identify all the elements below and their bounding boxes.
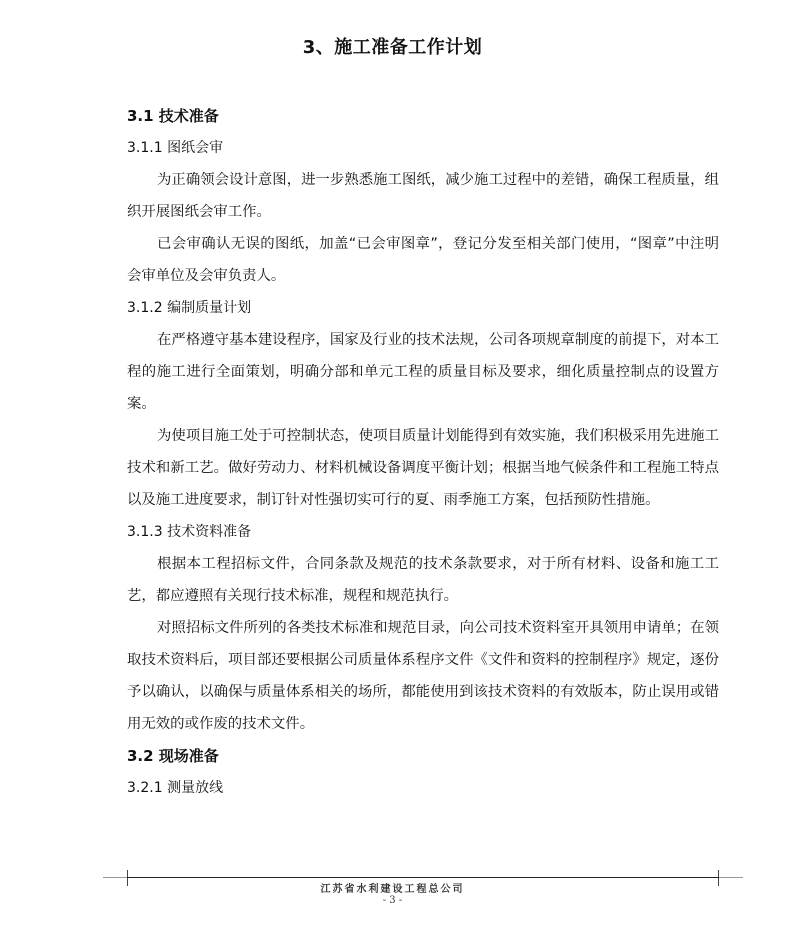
footer-rule xyxy=(127,877,719,878)
subsection-heading: 3.1.1 图纸会审 xyxy=(127,140,224,156)
page-number: - 3 - xyxy=(382,895,403,906)
page-title: 3、施工准备工作计划 xyxy=(302,37,483,58)
footer-company: 江苏省水利建设工程总公司 xyxy=(320,884,465,895)
section-heading: 3.1 技术准备 xyxy=(127,107,219,125)
document-body xyxy=(127,100,719,804)
body-paragraph: 已会审确认无误的图纸，加盖“已会审图章”，登记分发至相关部门使用，“图章”中注明会审单位及会审负责人。 xyxy=(127,236,719,284)
body-paragraph: 为使项目施工处于可控制状态，使项目质量计划能得到有效实施，我们积极采用先进施工技术和新工艺。做好劳动力、材料机械设备调度平衡计划；根据当地气候条件和工程施工特点以及施工进度要求，制订针对性强切实可行的夏、雨季施工方案，包括预防性措施。 xyxy=(127,428,719,508)
body-paragraph: 对照招标文件所列的各类技术标准和规范目录，向公司技术资料室开具领用申请单；在领取技术资料后，项目部还要根据公司质量体系程序文件《文件和资料的控制程序》规定，逐份予以确认，以确保与质量体系相关的场所，都能使用到该技术资料的有效版本，防止误用或错用无效的或作废的技术文件。 xyxy=(127,620,719,732)
subsection-heading: 3.1.3 技术资料准备 xyxy=(127,524,252,540)
crop-mark-right-h xyxy=(719,877,743,878)
body-paragraph: 根据本工程招标文件，合同条款及规范的技术条款要求，对于所有材料、设备和施工工艺，都应遵照有关现行技术标准，规程和规范执行。 xyxy=(127,556,719,604)
section-heading: 3.2 现场准备 xyxy=(127,747,219,765)
subsection-heading: 3.2.1 测量放线 xyxy=(127,780,224,796)
crop-mark-left-h xyxy=(103,877,127,878)
subsection-heading: 3.1.2 编制质量计划 xyxy=(127,300,252,316)
body-paragraph: 为正确领会设计意图，进一步熟悉施工图纸，减少施工过程中的差错，确保工程质量，组织开展图纸会审工作。 xyxy=(127,172,719,220)
body-paragraph: 在严格遵守基本建设程序，国家及行业的技术法规，公司各项规章制度的前提下，对本工程的施工进行全面策划，明确分部和单元工程的质量目标及要求，细化质量控制点的设置方案。 xyxy=(127,332,719,412)
